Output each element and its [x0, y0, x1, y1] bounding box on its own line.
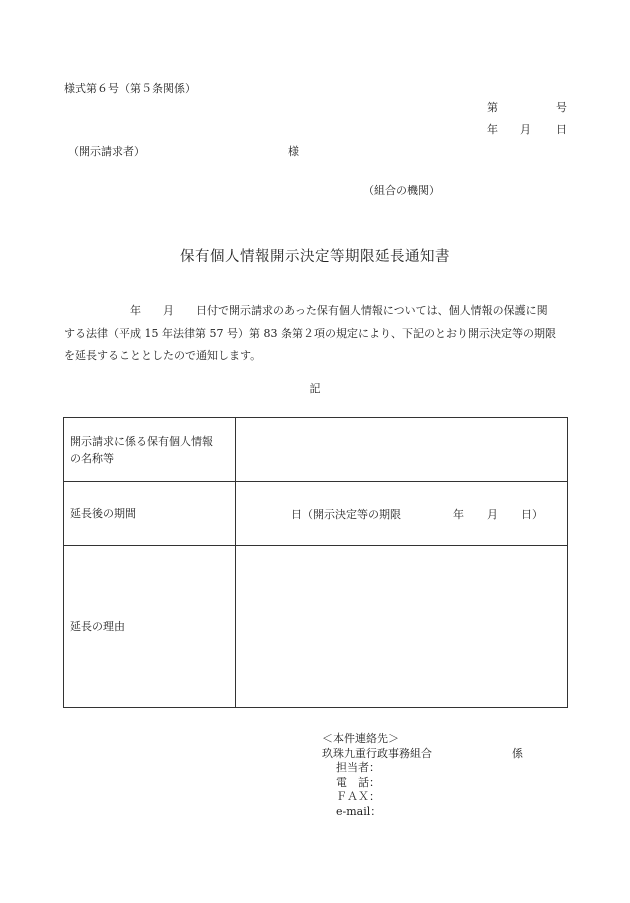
- period-day-close: 日）: [521, 507, 543, 521]
- period-label: 延長後の期間: [64, 482, 236, 546]
- period-value[interactable]: [236, 482, 568, 546]
- table-row: [64, 546, 568, 708]
- issuer-label: （組合の機関）: [363, 184, 440, 197]
- body-paragraph: [64, 300, 574, 368]
- doc-number-prefix: 第: [487, 101, 498, 114]
- table-row: [64, 482, 568, 546]
- date-year: 年: [487, 123, 498, 136]
- contact-heading: ＜本件連絡先＞: [322, 732, 399, 745]
- contact-person: 担当者：: [336, 761, 380, 774]
- body-line-1: 年 月 日付で開示請求のあった保有個人情報については、個人情報の保護に関: [64, 304, 548, 317]
- date-month: 月: [520, 123, 531, 136]
- contact-org: 玖珠九重行政事務組合: [322, 746, 432, 760]
- period-text: [236, 482, 567, 545]
- info-name-value[interactable]: [236, 418, 568, 482]
- info-name-label-line-1: 開示請求に係る保有個人情報: [70, 434, 213, 448]
- info-name-label: [64, 418, 236, 482]
- form-number: 様式第６号（第５条関係）: [64, 82, 196, 95]
- doc-number-suffix: 号: [556, 101, 567, 114]
- contact-block: [322, 732, 523, 819]
- contact-org-row: [322, 746, 523, 762]
- ki-marker: 記: [309, 382, 321, 395]
- honorific: 様: [288, 145, 299, 158]
- reason-label: 延長の理由: [64, 546, 236, 708]
- period-month: 月: [487, 507, 498, 521]
- period-day: 日（開示決定等の期限: [291, 507, 401, 521]
- period-year: 年: [453, 507, 464, 521]
- body-line-2: する法律（平成 15 年法律第 57 号）第 83 条第２項の規定により、下記のとおり開示決定等の期限: [64, 326, 556, 340]
- page-title: 保有個人情報開示決定等期限延長通知書: [180, 249, 450, 265]
- reason-value[interactable]: [236, 546, 568, 708]
- requester-label: （開示請求者）: [68, 145, 145, 158]
- body-line-3: を延長することとしたので通知します。: [64, 349, 262, 362]
- contact-fax: ＦＡＸ：: [336, 790, 380, 803]
- info-table: [63, 417, 568, 708]
- table-row: [64, 418, 568, 482]
- date-day: 日: [556, 123, 567, 136]
- contact-email: e-mail：: [336, 804, 382, 818]
- contact-kakari: 係: [512, 746, 523, 760]
- info-name-label-line-2: の名称等: [70, 451, 114, 465]
- contact-phone: 電 話：: [336, 775, 380, 789]
